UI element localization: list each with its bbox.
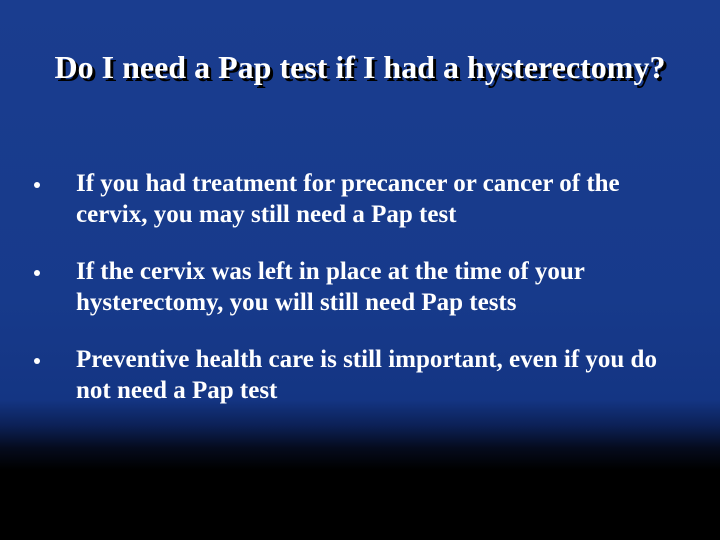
bullet-item	[34, 344, 674, 406]
bullet-text: Preventive health care is still important, even if you do not need a Pap test	[76, 346, 657, 404]
bullet-dot-icon	[34, 182, 40, 188]
bullet-text: If you had treatment for precancer or cancer of the cervix, you may still need a Pap test	[76, 170, 620, 228]
bullet-dot-icon	[34, 358, 40, 364]
slide-title: Do I need a Pap test if I had a hysterectomy?	[54, 49, 666, 85]
bullet-list	[34, 168, 674, 432]
bullet-item	[34, 168, 674, 230]
bullet-text: If the cervix was left in place at the time of your hysterectomy, you will still need Pap tests	[76, 258, 585, 316]
bullet-item	[34, 256, 674, 318]
bullet-dot-icon	[34, 270, 40, 276]
